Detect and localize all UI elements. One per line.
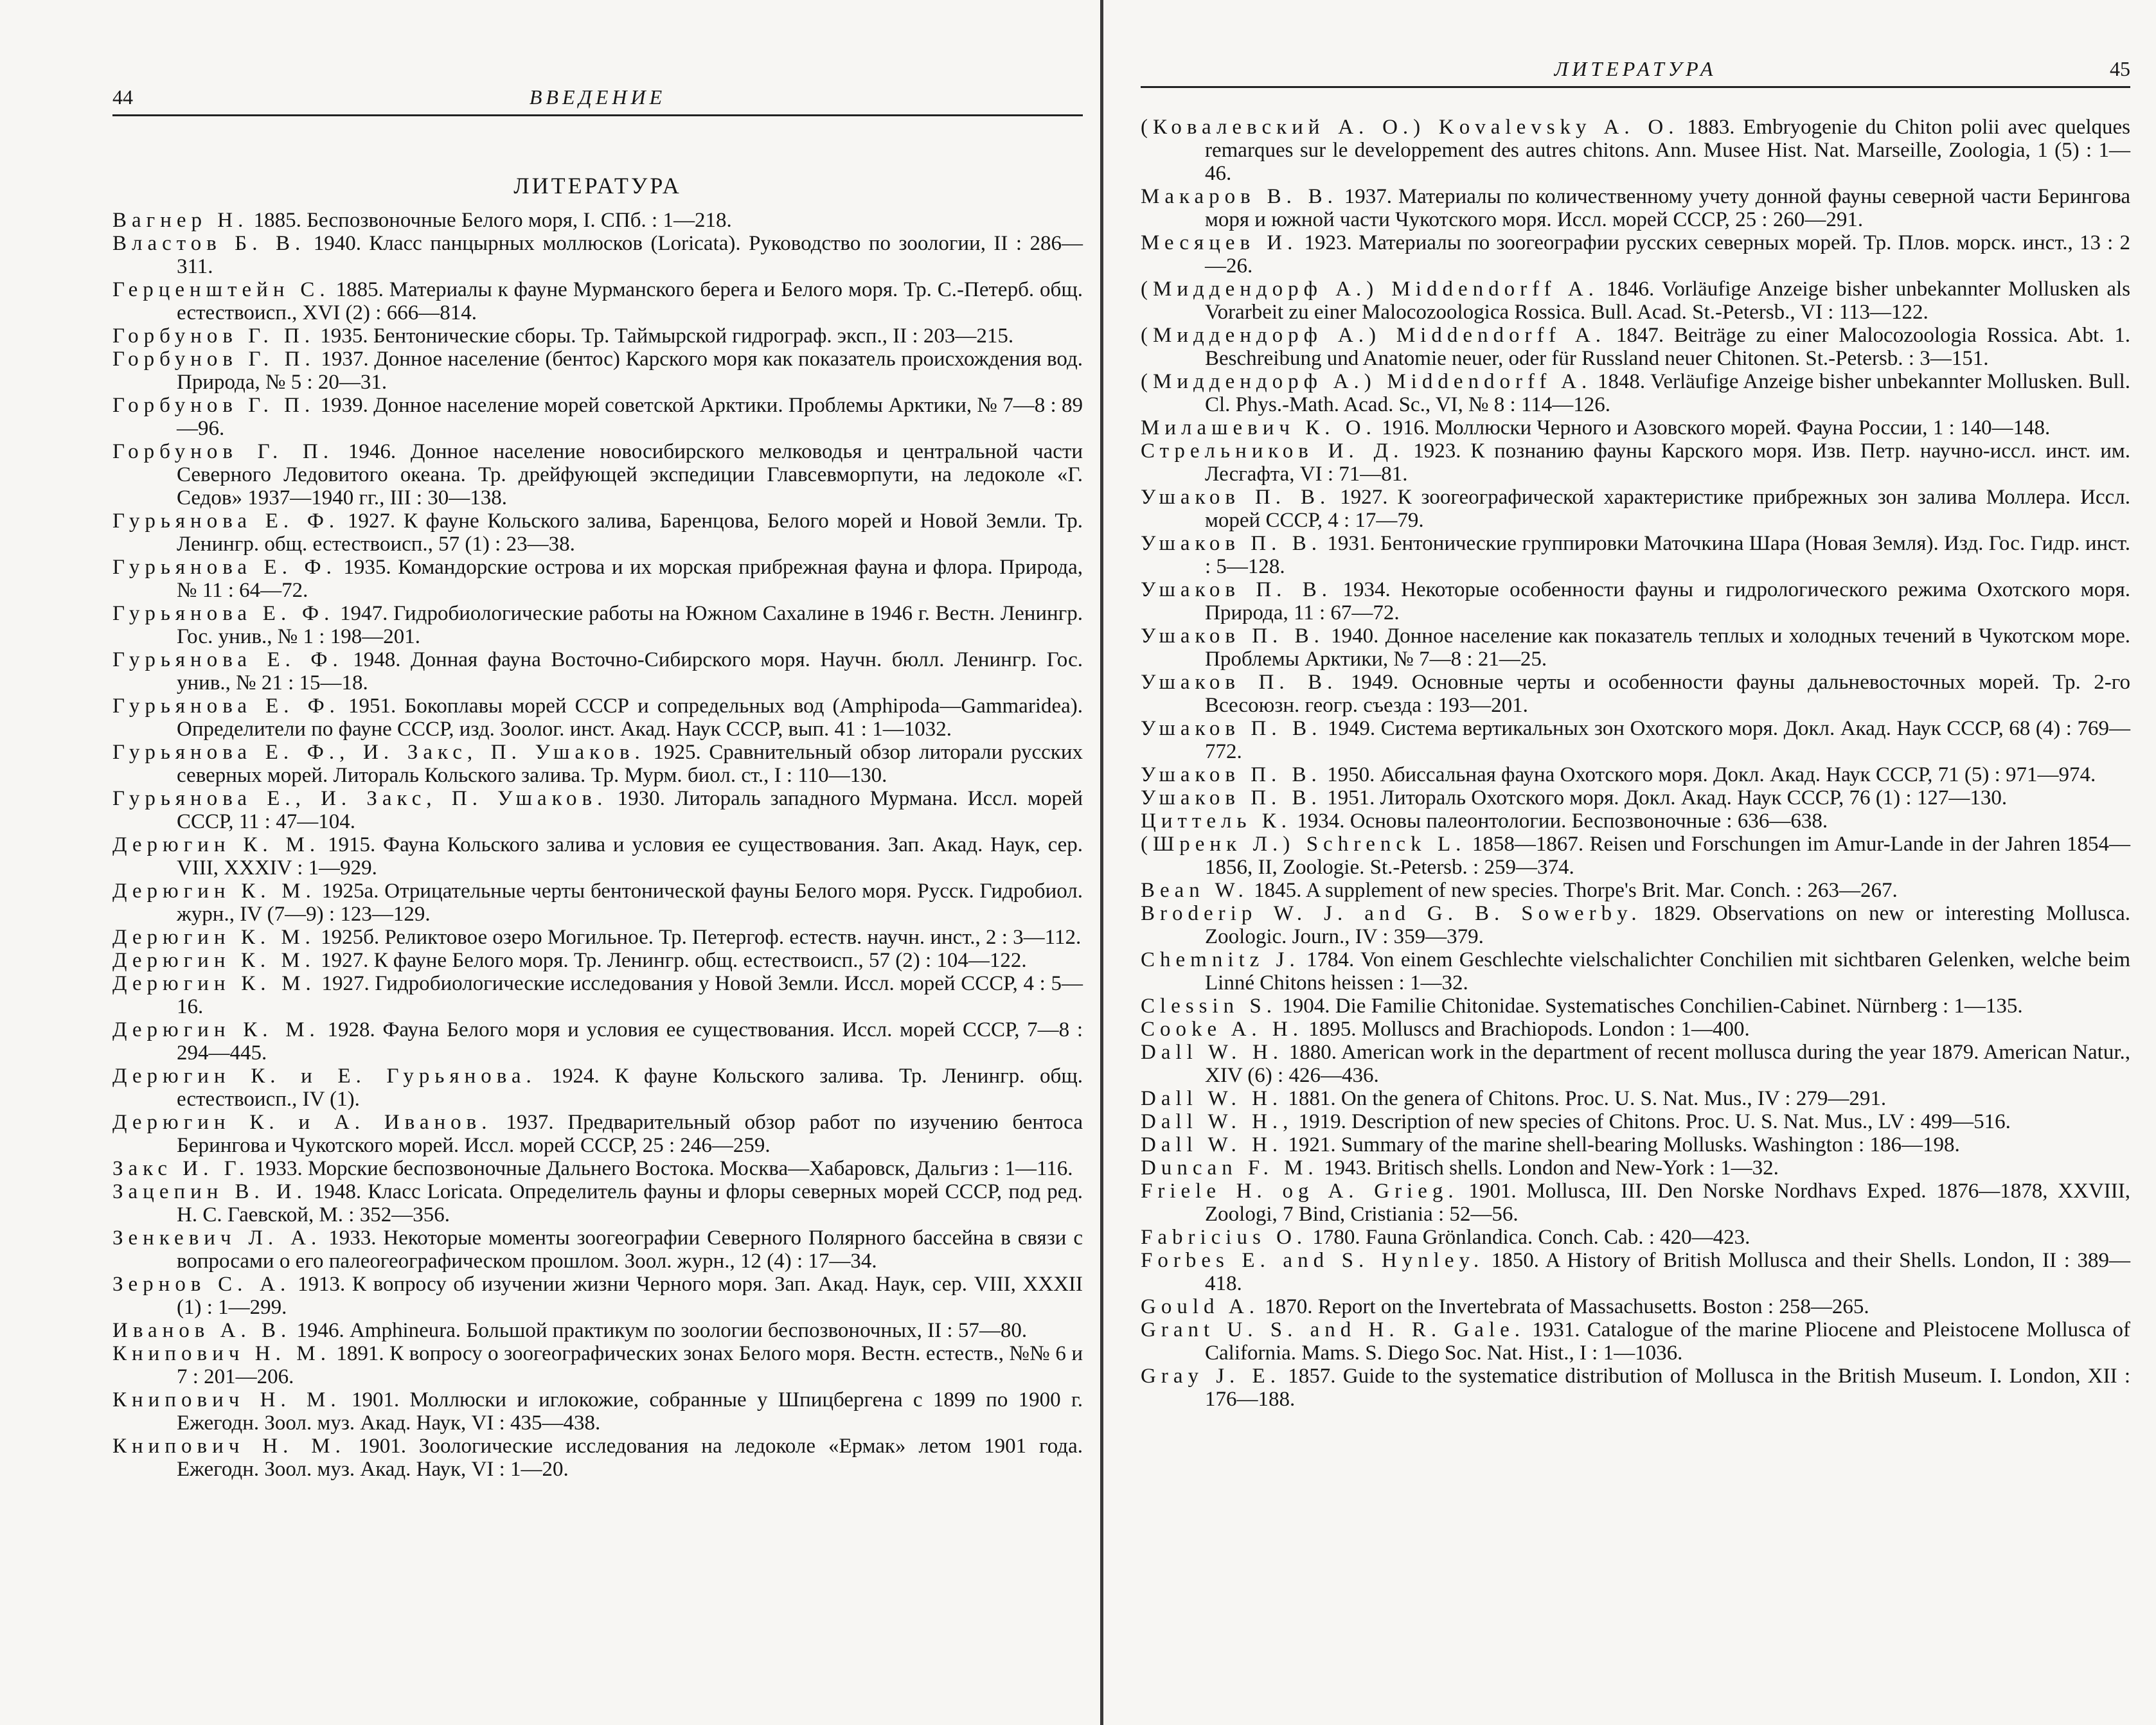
entry-author: Вагнер Н. bbox=[112, 209, 249, 232]
entry-author: Ушаков П. В. bbox=[1141, 671, 1338, 694]
entry-text: 1870. Report on the Invertebrata of Massachusetts. Boston : 258—265. bbox=[1265, 1295, 1869, 1318]
entry-author: Гурьянова Е. Ф. bbox=[112, 648, 343, 671]
entry-text: 1850. A History of British Mollusca and their Shells. London, II : 389—418. bbox=[1205, 1249, 2130, 1295]
entry-author: Gould A. bbox=[1141, 1295, 1260, 1318]
entry-text: 1934. Некоторые особенности фауны и гидрологического режима Охотского моря. Природа, 11 : 67—72. bbox=[1205, 578, 2131, 624]
bibliography-entry bbox=[112, 926, 1083, 949]
page-number: 45 bbox=[2110, 57, 2130, 80]
running-head: ЛИТЕРАТУРА bbox=[1554, 57, 1717, 80]
entry-author: Гурьянова Е. Ф. bbox=[112, 602, 335, 625]
entry-text: 1829. Observations on new or interesting Mollusca. Zoologic. Journ., IV : 359—379. bbox=[1205, 902, 2131, 948]
entry-author: Ушаков П. В. bbox=[1141, 624, 1324, 648]
bibliography-entry bbox=[112, 787, 1083, 833]
entry-text: 1925а. Отрицательные черты бентонической фауны Белого моря. Русск. Гидробиол. журн., IV (7—9) : 123—129. bbox=[177, 880, 1083, 926]
bibliography-entry bbox=[112, 949, 1083, 972]
bibliography-entry bbox=[1141, 578, 2130, 624]
entry-text: 1934. Основы палеонтологии. Беспозвоночные : 636—638. bbox=[1297, 809, 1828, 833]
entry-text: 1857. Guide to the systematice distribution of Mollusca in the British Museum. I. London, XII : 176—188. bbox=[1205, 1365, 2131, 1411]
entry-author: Властов Б. В. bbox=[112, 232, 306, 255]
entry-text: 1895. Molluscs and Brachiopods. London : 1—400. bbox=[1308, 1018, 1750, 1041]
entry-author: Chemnitz J. bbox=[1141, 948, 1300, 971]
entry-author: Дерюгин К. М. bbox=[112, 880, 316, 903]
entry-author: Grant U. S. and H. R. Gale. bbox=[1141, 1318, 1525, 1341]
entry-text: 1946. Донное население новосибирского мелководья и центральной части Северного Ледовитого океана. Тр. дрейфующей экспедиции Главсевморпути, на ледоколе «Г. Седов» 1937—1940 гг., III : 30—138. bbox=[177, 440, 1083, 509]
entry-author: Bean W. bbox=[1141, 879, 1249, 902]
entry-text: 1923. Материалы по зоогеографии русских северных морей. Тр. Плов. морск. инст., 13 : 2—26. bbox=[1205, 231, 2130, 278]
bibliography-entry bbox=[1141, 1365, 2130, 1411]
entry-author: Дерюгин К. М. bbox=[112, 926, 316, 949]
bibliography-entry bbox=[1141, 809, 2130, 833]
bibliography-entry bbox=[1141, 185, 2130, 231]
bibliography-entry bbox=[1141, 486, 2130, 532]
entry-text: 1949. Основные черты и особенности фауны дальневосточных морей. Тр. 2-го Всесоюзн. геогр. съезда : 193—201. bbox=[1205, 671, 2130, 717]
bibliography-entry bbox=[112, 741, 1083, 787]
entry-author: Broderip W. J. and G. B. Sowerby. bbox=[1141, 902, 1642, 925]
bibliography-entry bbox=[1141, 370, 2130, 416]
bibliography-entry bbox=[112, 348, 1083, 394]
bibliography-entry bbox=[112, 1388, 1083, 1435]
entry-text: 1780. Fauna Grönlandica. Conch. Cab. : 420—423. bbox=[1312, 1226, 1751, 1249]
entry-text: 1951. Литораль Охотского моря. Докл. Акад. Наук СССР, 76 (1) : 127—130. bbox=[1327, 786, 2008, 809]
bibliography-entry bbox=[112, 972, 1083, 1018]
entry-text: 1933. Некоторые моменты зоогеографии Северного Полярного бассейна в связи с вопросами о его палеогеографическом прошлом. Зоол. журн., 12 (4) : 17—34. bbox=[177, 1226, 1083, 1273]
entry-text: 1885. Материалы к фауне Мурманского берега и Белого моря. Тр. С.-Петерб. общ. естествоисп., XVI (2) : 666—814. bbox=[177, 278, 1083, 324]
entry-author: Зацепин В. И. bbox=[112, 1180, 307, 1203]
entry-text: 1916. Моллюски Черного и Азовского морей. Фауна России, 1 : 140—148. bbox=[1382, 416, 2051, 439]
entry-author: Книпович Н. М. bbox=[112, 1342, 331, 1365]
entry-author: Ушаков П. В. bbox=[1141, 532, 1322, 555]
entry-author: (Миддендорф А.) Middendorff A. bbox=[1141, 324, 1606, 347]
entry-author: Ушаков П. В. bbox=[1141, 786, 1322, 809]
bibliography-entry bbox=[1141, 833, 2130, 879]
entry-text: 1845. A supplement of new species. Thorpe's Brit. Mar. Conch. : 263—267. bbox=[1254, 879, 1898, 902]
bibliography-entry bbox=[112, 1065, 1083, 1111]
entry-author: Friele H. og A. Grieg. bbox=[1141, 1180, 1459, 1203]
entry-text: 1883. Embryogenie du Chiton polii avec quelques remarques sur le developpement des autres chitons. Ann. Musee Hist. Nat. Marseille, Zoologia, 1 (5) : 1—46. bbox=[1205, 116, 2131, 185]
entry-author: Стрельников И. Д. bbox=[1141, 439, 1404, 463]
page-header bbox=[112, 76, 1083, 116]
bibliography-entry bbox=[112, 1226, 1083, 1273]
entry-text: 1881. On the genera of Chitons. Proc. U. S. Nat. Mus., IV : 279—291. bbox=[1288, 1087, 1887, 1110]
entry-text: 1901. Зоологические исследования на ледоколе «Ермак» летом 1901 года. Ежегодн. Зоол. муз. Акад. Наук, VI : 1—20. bbox=[177, 1435, 1083, 1481]
entry-text: 1921. Summary of the marine shell-bearing Mollusks. Washington : 186—198. bbox=[1288, 1133, 1960, 1156]
section-title: ЛИТЕРАТУРА bbox=[513, 173, 682, 199]
entry-author: Ушаков П. В. bbox=[1141, 486, 1331, 509]
bibliography-entry bbox=[112, 833, 1083, 880]
bibliography-entry bbox=[112, 1342, 1083, 1388]
entry-author: Дерюгин К. М. bbox=[112, 1018, 320, 1041]
entry-text: 1927. К фауне Белого моря. Тр. Ленингр. общ. естествоисп., 57 (2) : 104—122. bbox=[321, 949, 1027, 972]
entry-author: Герценштейн С. bbox=[112, 278, 330, 301]
bibliography-entry bbox=[1141, 1318, 2130, 1365]
entry-text: 1846. Vorläufige Anzeige bisher unbekannter Mollusken als Vorarbeit zu einer Malocozoologica Rossica. Bull. Acad. St.-Petersb., VI : 113—122. bbox=[1205, 278, 2130, 324]
entry-text: 1951. Бокоплавы морей СССР и сопредельных вод (Amphipoda—Gammaridea). Определители по фауне СССР, изд. Зоолог. инст. Акад. Наук СССР, вып. 41 : 1—1032. bbox=[177, 694, 1083, 741]
entry-author: Ушаков П. В. bbox=[1141, 717, 1323, 740]
entry-text: 1949. Система вертикальных зон Охотского моря. Докл. Акад. Наук СССР, 68 (4) : 769—772. bbox=[1205, 717, 2130, 763]
entry-text: 1924. К фауне Кольского залива. Тр. Ленингр. общ. естествоисп., IV (1). bbox=[177, 1065, 1083, 1111]
page-gutter bbox=[1100, 0, 1103, 1725]
bibliography-entry bbox=[112, 278, 1083, 324]
entry-text: 1848. Verläufige Anzeige bisher unbekannter Mollusken. Bull. Cl. Phys.-Math. Acad. Sc., VI, № 8 : 114—126. bbox=[1205, 370, 2131, 416]
bibliography-entry bbox=[1141, 231, 2130, 278]
entry-text: 1931. Бентонические группировки Маточкина Шара (Новая Земля). Изд. Гос. Гидр. инст. : 5—128. bbox=[1205, 532, 2131, 578]
entry-author: Дерюгин К. и Е. Гурьянова. bbox=[112, 1065, 537, 1088]
entry-text: 1937. Предварительный обзор работ по изучению бентоса Берингова и Чукотского морей. Иссл. морей СССР, 25 : 246—259. bbox=[177, 1111, 1083, 1157]
bibliography-entry bbox=[1141, 902, 2130, 948]
entry-text: 1940. Класс панцырных моллюсков (Loricata). Руководство по зоологии, II : 286—311. bbox=[177, 232, 1083, 278]
entry-text: 1937. Донное население (бентос) Карского моря как показатель происхождения вод. Природа, № 5 : 20—31. bbox=[177, 348, 1083, 394]
entry-author: Книпович Н. М. bbox=[112, 1435, 346, 1458]
entry-text: 1950. Абиссальная фауна Охотского моря. Докл. Акад. Наук СССР, 71 (5) : 971—974. bbox=[1327, 763, 2096, 786]
entry-author: Горбунов Г. П. bbox=[112, 394, 316, 417]
entry-text: 1931. Catalogue of the marine Pliocene and Pleistocene Mollusca of California. Mams. S. Diego Soc. Nat. Hist., I : 1—1036. bbox=[1205, 1318, 2131, 1365]
entry-author: Clessin S. bbox=[1141, 995, 1278, 1018]
entry-author: Ушаков П. В. bbox=[1141, 763, 1322, 786]
bibliography-entry bbox=[112, 602, 1083, 648]
bibliography-entry bbox=[1141, 1041, 2130, 1087]
entry-author: (Шренк Л.) Schrenck L. bbox=[1141, 833, 1466, 856]
bibliography-entry bbox=[112, 880, 1083, 926]
bibliography-entry bbox=[1141, 624, 2130, 671]
entry-text: 1901. Моллюски и иглокожие, собранные у Шпицбергена с 1899 по 1900 г. Ежегодн. Зоол. муз. Акад. Наук, VI : 435—438. bbox=[177, 1388, 1083, 1435]
entry-author: Dall W. H. bbox=[1141, 1041, 1284, 1064]
bibliography-entry bbox=[112, 209, 1083, 232]
entry-text: 1935. Бентонические сборы. Тр. Таймырской гидрограф. эксп., II : 203—215. bbox=[320, 324, 1014, 348]
entry-author: Милашевич К. О. bbox=[1141, 416, 1376, 439]
entry-text: 1937. Материалы по количественному учету донной фауны северной части Берингова моря и южной части Чукотского моря. Иссл. морей СССР, 25 : 260—291. bbox=[1205, 185, 2130, 231]
entry-author: Fabricius O. bbox=[1141, 1226, 1308, 1249]
entry-text: 1923. К познанию фауны Карского моря. Изв. Петр. научно-иссл. инст. им. Лесгафта, VI : 71—81. bbox=[1205, 439, 2130, 486]
entry-author: Дерюгин К. М. bbox=[112, 833, 321, 856]
bibliography-entry bbox=[112, 648, 1083, 694]
bibliography-entry bbox=[112, 509, 1083, 556]
entry-text: 1948. Донная фауна Восточно-Сибирского моря. Научн. бюлл. Ленингр. Гос. унив., № 21 : 15—18. bbox=[177, 648, 1083, 694]
entry-author: Forbes E. and S. Hynley. bbox=[1141, 1249, 1484, 1272]
bibliography-entry bbox=[1141, 879, 2130, 902]
bibliography-entry bbox=[1141, 116, 2130, 185]
entry-text: 1939. Донное население морей советской Арктики. Проблемы Арктики, № 7—8 : 89—96. bbox=[177, 394, 1083, 440]
entry-author: Иванов А. В. bbox=[112, 1319, 292, 1342]
bibliography-entry bbox=[1141, 1180, 2130, 1226]
bibliography-entry bbox=[1141, 278, 2130, 324]
entry-text: 1919. Description of new species of Chitons. Proc. U. S. Nat. Mus., LV : 499—516. bbox=[1298, 1110, 2011, 1133]
bibliography-entry bbox=[112, 1157, 1083, 1180]
bibliography-entry bbox=[112, 556, 1083, 602]
entry-author: Закс И. Г. bbox=[112, 1157, 250, 1180]
bibliography-list bbox=[1141, 116, 2130, 1411]
entry-text: 1885. Беспозвоночные Белого моря, I. СПб. : 1—218. bbox=[253, 209, 732, 232]
bibliography-entry bbox=[1141, 439, 2130, 486]
entry-author: Дерюгин К. М. bbox=[112, 949, 316, 972]
bibliography-entry bbox=[1141, 995, 2130, 1018]
entry-text: 1925б. Реликтовое озеро Могильное. Тр. Петергоф. естеств. научн. инст., 2 : 3—112. bbox=[321, 926, 1082, 949]
entry-text: 1933. Морские беспозвоночные Дальнего Востока. Москва—Хабаровск, Дальгиз : 1—116. bbox=[254, 1157, 1073, 1180]
entry-text: 1901. Mollusca, III. Den Norske Nordhavs Exped. 1876—1878, XXVIII, Zoologi, 7 Bind, Cristiania : 52—56. bbox=[1205, 1180, 2131, 1226]
entry-text: 1927. К зоогеографической характеристике прибрежных зон залива Моллера. Иссл. морей СССР, 4 : 17—79. bbox=[1205, 486, 2130, 532]
entry-text: 1948. Класс Loricata. Определитель фауны и флоры северных морей СССР, под ред. Н. С. Гаевской, М. : 352—356. bbox=[177, 1180, 1083, 1226]
entry-author: Горбунов Г. П. bbox=[112, 440, 334, 463]
entry-author: Горбунов Г. П. bbox=[112, 348, 316, 371]
bibliography-entry bbox=[1141, 1110, 2130, 1133]
bibliography-entry bbox=[1141, 786, 2130, 809]
bibliography-entry bbox=[1141, 416, 2130, 439]
bibliography-entry bbox=[1141, 671, 2130, 717]
entry-author: Месяцев И. bbox=[1141, 231, 1298, 254]
bibliography-entry bbox=[1141, 1249, 2130, 1295]
entry-author: Горбунов Г. П. bbox=[112, 324, 316, 348]
entry-author: Cooke A. H. bbox=[1141, 1018, 1303, 1041]
entry-text: 1927. К фауне Кольского залива, Баренцова, Белого морей и Новой Земли. Тр. Ленингр. общ. естествоисп., 57 (1) : 23—38. bbox=[177, 509, 1083, 556]
bibliography-entry bbox=[1141, 1133, 2130, 1156]
page-header bbox=[1141, 48, 2130, 88]
bibliography-entry bbox=[1141, 1295, 2130, 1318]
entry-author: Гурьянова Е. Ф. bbox=[112, 694, 340, 718]
entry-text: 1913. К вопросу об изучении жизни Черного моря. Зап. Акад. Наук, сер. VIII, XXXII (1) : 1—299. bbox=[177, 1273, 1083, 1319]
bibliography-entry bbox=[1141, 948, 2130, 995]
entry-author: Dall W. H. bbox=[1141, 1087, 1283, 1110]
bibliography-entry bbox=[1141, 717, 2130, 763]
bibliography-entry bbox=[1141, 763, 2130, 786]
entry-author: Dall W. H. bbox=[1141, 1133, 1283, 1156]
bibliography-entry bbox=[1141, 324, 2130, 370]
bibliography-entry bbox=[1141, 1018, 2130, 1041]
bibliography-entry bbox=[112, 324, 1083, 348]
entry-text: 1940. Донное население как показатель теплых и холодных течений в Чукотском море. Проблемы Арктики, № 7—8 : 21—25. bbox=[1205, 624, 2131, 671]
entry-author: Зернов С. А. bbox=[112, 1273, 291, 1296]
entry-text: 1891. К вопросу о зоогеографических зонах Белого моря. Вестн. естеств., №№ 6 и 7 : 201—206. bbox=[177, 1342, 1083, 1388]
bibliography-entry bbox=[112, 232, 1083, 278]
entry-author: (Миддендорф А.) Middendorff A. bbox=[1141, 370, 1592, 393]
entry-text: 1930. Литораль западного Мурмана. Иссл. морей СССР, 11 : 47—104. bbox=[177, 787, 1083, 833]
entry-text: 1935. Командорские острова и их морская прибрежная фауна и флора. Природа, № 11 : 64—72. bbox=[177, 556, 1083, 602]
running-head: ВВЕДЕНИЕ bbox=[529, 85, 666, 109]
entry-text: 1880. American work in the department of recent mollusca during the year 1879. American Natur., XIV (6) : 426—436. bbox=[1205, 1041, 2131, 1087]
entry-text: 1915. Фауна Кольского залива и условия ее существования. Зап. Акад. Наук, сер. VIII, XXXIV : 1—929. bbox=[177, 833, 1083, 880]
entry-author: Циттель К. bbox=[1141, 809, 1292, 833]
entry-text: 1847. Beiträge zu einer Malocozoologia Rossica. Abt. 1. Beschreibung und Anatomie neuer, oder für Russland neuer Chitonen. St.-Petersb. : 3—151. bbox=[1205, 324, 2130, 370]
entry-text: 1943. Britisch shells. London and New-York : 1—32. bbox=[1323, 1156, 1779, 1180]
page-number: 44 bbox=[112, 85, 133, 109]
bibliography-list bbox=[112, 209, 1083, 1481]
bibliography-entry bbox=[1141, 1156, 2130, 1180]
bibliography-entry bbox=[112, 440, 1083, 509]
entry-text: 1928. Фауна Белого моря и условия ее существования. Иссл. морей СССР, 7—8 : 294—445. bbox=[177, 1018, 1083, 1065]
entry-author: Дерюгин К. М. bbox=[112, 972, 316, 995]
bibliography-entry bbox=[112, 1435, 1083, 1481]
bibliography-entry bbox=[112, 1018, 1083, 1065]
entry-author: (Миддендорф А.) Middendorff A. bbox=[1141, 278, 1599, 301]
entry-author: Gray J. E. bbox=[1141, 1365, 1281, 1388]
bibliography-entry bbox=[112, 394, 1083, 440]
bibliography-entry bbox=[1141, 1087, 2130, 1110]
entry-author: Гурьянова Е. Ф., И. Закс, П. Ушаков. bbox=[112, 741, 645, 764]
entry-text: 1925. Сравнительный обзор литорали русских северных морей. Литораль Кольского залива. Тр. Мурм. биол. ст., I : 110—130. bbox=[177, 741, 1083, 787]
entry-text: 1784. Von einem Geschlechte vielschalichter Conchilien mit sichtbaren Gelenken, welche beim Linné Chitons heissen : 1—32. bbox=[1205, 948, 2130, 995]
entry-author: Гурьянова Е., И. Закс, П. Ушаков. bbox=[112, 787, 608, 810]
entry-author: Макаров В. В. bbox=[1141, 185, 1338, 208]
entry-text: 1946. Amphineura. Большой практикум по зоологии беспозвоночных, II : 57—80. bbox=[296, 1319, 1028, 1342]
entry-text: 1927. Гидробиологические исследования у Новой Земли. Иссл. морей СССР, 4 : 5—16. bbox=[177, 972, 1083, 1018]
entry-author: Гурьянова Е. Ф. bbox=[112, 556, 337, 579]
right-page bbox=[1115, 0, 2156, 1725]
entry-text: 1947. Гидробиологические работы на Южном Сахалине в 1946 г. Вестн. Ленингр. Гос. унив., № 1 : 198—201. bbox=[177, 602, 1083, 648]
bibliography-entry bbox=[112, 1319, 1083, 1342]
bibliography-entry bbox=[112, 1111, 1083, 1157]
entry-text: 1858—1867. Reisen und Forschungen im Amur-Lande in der Jahren 1854—1856, II, Zoologie. St.-Petersb. : 259—374. bbox=[1205, 833, 2130, 879]
entry-text: 1904. Die Familie Chitonidae. Systematisches Conchilien-Cabinet. Nürnberg : 1—135. bbox=[1282, 995, 2023, 1018]
entry-author: (Ковалевский А. О.) Kovalevsky A. O. bbox=[1141, 116, 1679, 139]
bibliography-entry bbox=[112, 1273, 1083, 1319]
entry-author: Dall W. H., bbox=[1141, 1110, 1294, 1133]
entry-author: Duncan F. M. bbox=[1141, 1156, 1319, 1180]
entry-author: Книпович Н. М. bbox=[112, 1388, 341, 1411]
entry-author: Зенкевич Л. А. bbox=[112, 1226, 322, 1250]
entry-author: Дерюгин К. и А. Иванов. bbox=[112, 1111, 492, 1134]
entry-author: Гурьянова Е. Ф. bbox=[112, 509, 340, 533]
bibliography-entry bbox=[112, 1180, 1083, 1226]
entry-author: Ушаков П. В. bbox=[1141, 578, 1333, 601]
bibliography-entry bbox=[112, 694, 1083, 741]
bibliography-entry bbox=[1141, 1226, 2130, 1249]
bibliography-entry bbox=[1141, 532, 2130, 578]
